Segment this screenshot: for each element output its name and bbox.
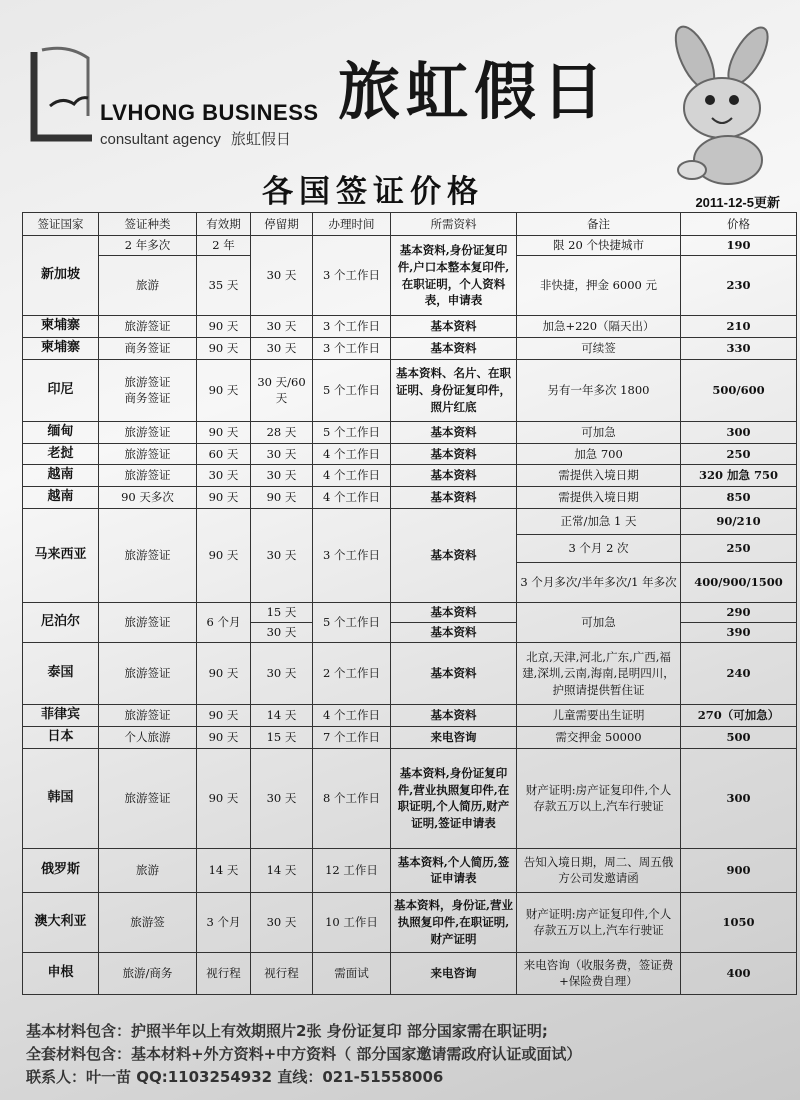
stay-cell: 30 天 bbox=[251, 316, 313, 338]
table-row bbox=[23, 316, 797, 338]
type-cell: 旅游 bbox=[99, 848, 197, 892]
validity-cell: 14 天 bbox=[197, 848, 251, 892]
table-row bbox=[23, 643, 797, 705]
stay-cell: 30 天 bbox=[251, 465, 313, 487]
stay-cell: 15 天 bbox=[251, 726, 313, 748]
note-cell: 限 20 个快捷城市 bbox=[517, 236, 681, 256]
header-stay: 停留期 bbox=[251, 213, 313, 236]
header-country: 签证国家 bbox=[23, 213, 99, 236]
note-cell: 3 个月 2 次 bbox=[517, 535, 681, 563]
time-cell: 8 个工作日 bbox=[313, 748, 391, 848]
price-cell: 900 bbox=[681, 848, 797, 892]
note-cell: 来电咨询（收服务费，签证费+保险费自理） bbox=[517, 952, 681, 994]
time-cell: 7 个工作日 bbox=[313, 726, 391, 748]
price-cell: 850 bbox=[681, 487, 797, 509]
validity-cell: 90 天 bbox=[197, 421, 251, 443]
type-cell: 旅游签证 bbox=[99, 443, 197, 465]
country-cell: 柬埔寨 bbox=[23, 316, 99, 338]
note-cell: 加急 700 bbox=[517, 443, 681, 465]
stay-cell: 30 天 bbox=[251, 337, 313, 359]
validity-cell: 6 个月 bbox=[197, 603, 251, 643]
price-cell: 300 bbox=[681, 421, 797, 443]
note-cell: 儿童需要出生证明 bbox=[517, 705, 681, 727]
price-cell: 250 bbox=[681, 535, 797, 563]
stay-cell: 30 天 bbox=[251, 623, 313, 643]
note-cell: 需提供入境日期 bbox=[517, 465, 681, 487]
update-date: 2011-12-5更新 bbox=[695, 195, 780, 210]
stay-cell: 30 天/60 天 bbox=[251, 359, 313, 421]
stay-cell: 30 天 bbox=[251, 509, 313, 603]
brand-title: 旅虹假日 bbox=[338, 55, 611, 128]
price-cell: 240 bbox=[681, 643, 797, 705]
brand-name-en: LVHONG BUSINESS bbox=[100, 100, 319, 125]
type-cell: 旅游签证 bbox=[99, 509, 197, 603]
header-validity: 有效期 bbox=[197, 213, 251, 236]
type-cell: 旅游签证 bbox=[99, 603, 197, 643]
type-cell: 旅游签证 bbox=[99, 465, 197, 487]
note-cell: 加急+220（隔天出） bbox=[517, 316, 681, 338]
table-row bbox=[23, 603, 797, 623]
materials-cell: 基本资料,身份证复印件,营业执照复印件,在职证明,个人简历,财产证明,签证申请表 bbox=[391, 748, 517, 848]
footer-contact: 联系人：叶一苗 QQ:1103254932 直线：021-51558006 bbox=[26, 1068, 444, 1086]
price-cell: 1050 bbox=[681, 892, 797, 952]
country-cell: 尼泊尔 bbox=[23, 603, 99, 643]
type-cell: 旅游签证 bbox=[99, 316, 197, 338]
table-row bbox=[23, 487, 797, 509]
price-cell: 330 bbox=[681, 337, 797, 359]
validity-cell: 90 天 bbox=[197, 359, 251, 421]
country-cell: 新加坡 bbox=[23, 236, 99, 316]
materials-cell: 基本资料,身份证复印件,户口本整本复印件,在职证明，个人资料表，申请表 bbox=[391, 236, 517, 316]
validity-cell: 90 天 bbox=[197, 643, 251, 705]
table-row bbox=[23, 726, 797, 748]
validity-cell: 90 天 bbox=[197, 316, 251, 338]
brand-tagline: consultant agency 旅虹假日 bbox=[100, 131, 291, 148]
price-cell: 400 bbox=[681, 952, 797, 994]
price-cell: 300 bbox=[681, 748, 797, 848]
type-cell: 旅游签证 商务签证 bbox=[99, 359, 197, 421]
price-cell: 190 bbox=[681, 236, 797, 256]
footer-full-materials: 全套材料包含：基本材料+外方资料+中方资料（ 部分国家邀请需政府认证或面试） bbox=[26, 1045, 582, 1063]
materials-cell: 基本资料,个人简历,签证申请表 bbox=[391, 848, 517, 892]
materials-cell: 基本资料 bbox=[391, 337, 517, 359]
validity-cell: 3 个月 bbox=[197, 892, 251, 952]
table-row bbox=[23, 421, 797, 443]
header-processing-time: 办理时间 bbox=[313, 213, 391, 236]
note-cell: 北京,天津,河北,广东,广西,福建,深圳,云南,海南,昆明四川，护照请提供暂住证 bbox=[517, 643, 681, 705]
footer-basic-materials: 基本材料包含：护照半年以上有效期照片2张 身份证复印 部分国家需在职证明; bbox=[26, 1022, 548, 1040]
price-cell: 290 bbox=[681, 603, 797, 623]
materials-cell: 基本资料，身份证,营业执照复印件,在职证明,财产证明 bbox=[391, 892, 517, 952]
price-cell: 320 加急 750 bbox=[681, 465, 797, 487]
price-cell: 90/210 bbox=[681, 509, 797, 535]
time-cell: 3 个工作日 bbox=[313, 509, 391, 603]
type-cell: 旅游签证 bbox=[99, 643, 197, 705]
note-cell: 需交押金 50000 bbox=[517, 726, 681, 748]
type-cell: 旅游 bbox=[99, 256, 197, 316]
price-cell: 270（可加急） bbox=[681, 705, 797, 727]
time-cell: 12 工作日 bbox=[313, 848, 391, 892]
type-cell: 旅游签证 bbox=[99, 421, 197, 443]
stay-cell: 30 天 bbox=[251, 748, 313, 848]
country-cell: 泰国 bbox=[23, 643, 99, 705]
type-cell: 个人旅游 bbox=[99, 726, 197, 748]
country-cell: 越南 bbox=[23, 465, 99, 487]
materials-cell: 基本资料 bbox=[391, 603, 517, 623]
table-row bbox=[23, 465, 797, 487]
materials-cell: 基本资料 bbox=[391, 316, 517, 338]
type-cell: 旅游签证 bbox=[99, 748, 197, 848]
page-subtitle: 各国签证价格 bbox=[262, 174, 484, 210]
logo-mark-icon bbox=[28, 46, 98, 146]
validity-cell: 视行程 bbox=[197, 952, 251, 994]
time-cell: 4 个工作日 bbox=[313, 443, 391, 465]
time-cell: 5 个工作日 bbox=[313, 359, 391, 421]
time-cell: 5 个工作日 bbox=[313, 603, 391, 643]
type-cell: 旅游签证 bbox=[99, 705, 197, 727]
time-cell: 5 个工作日 bbox=[313, 421, 391, 443]
validity-cell: 90 天 bbox=[197, 748, 251, 848]
materials-cell: 基本资料、名片、在职证明、身份证复印件，照片红底 bbox=[391, 359, 517, 421]
company-logo bbox=[22, 40, 322, 160]
table-row bbox=[23, 705, 797, 727]
materials-cell: 基本资料 bbox=[391, 465, 517, 487]
stay-cell: 30 天 bbox=[251, 643, 313, 705]
stay-cell: 30 天 bbox=[251, 236, 313, 316]
validity-cell: 35 天 bbox=[197, 256, 251, 316]
rabbit-mascot-icon bbox=[640, 20, 790, 190]
materials-cell: 基本资料 bbox=[391, 443, 517, 465]
time-cell: 需面试 bbox=[313, 952, 391, 994]
footer-info bbox=[26, 1020, 581, 1089]
materials-cell: 基本资料 bbox=[391, 623, 517, 643]
price-cell: 210 bbox=[681, 316, 797, 338]
table-row bbox=[23, 892, 797, 952]
table-row bbox=[23, 359, 797, 421]
note-cell: 财产证明:房产证复印件,个人存款五万以上,汽车行驶证 bbox=[517, 748, 681, 848]
header-materials: 所需资料 bbox=[391, 213, 517, 236]
note-cell: 可加急 bbox=[517, 603, 681, 643]
validity-cell: 90 天 bbox=[197, 487, 251, 509]
table-row bbox=[23, 337, 797, 359]
header-visa-type: 签证种类 bbox=[99, 213, 197, 236]
stay-cell: 90 天 bbox=[251, 487, 313, 509]
price-cell: 230 bbox=[681, 256, 797, 316]
note-cell: 3 个月多次/半年多次/1 年多次 bbox=[517, 563, 681, 603]
materials-cell: 基本资料 bbox=[391, 509, 517, 603]
validity-cell: 90 天 bbox=[197, 337, 251, 359]
validity-cell: 30 天 bbox=[197, 465, 251, 487]
price-cell: 500/600 bbox=[681, 359, 797, 421]
time-cell: 4 个工作日 bbox=[313, 465, 391, 487]
country-cell: 老挝 bbox=[23, 443, 99, 465]
price-cell: 500 bbox=[681, 726, 797, 748]
header-notes: 备注 bbox=[517, 213, 681, 236]
note-cell: 另有一年多次 1800 bbox=[517, 359, 681, 421]
country-cell: 韩国 bbox=[23, 748, 99, 848]
materials-cell: 来电咨询 bbox=[391, 726, 517, 748]
validity-cell: 90 天 bbox=[197, 726, 251, 748]
country-cell: 申根 bbox=[23, 952, 99, 994]
table-header-row bbox=[23, 213, 797, 236]
note-cell: 财产证明:房产证复印件,个人存款五万以上,汽车行驶证 bbox=[517, 892, 681, 952]
price-cell: 400/900/1500 bbox=[681, 563, 797, 603]
stay-cell: 14 天 bbox=[251, 705, 313, 727]
note-cell: 告知入境日期，周二、周五俄方公司发邀请函 bbox=[517, 848, 681, 892]
type-cell: 商务签证 bbox=[99, 337, 197, 359]
stay-cell: 30 天 bbox=[251, 892, 313, 952]
table-row bbox=[23, 748, 797, 848]
country-cell: 澳大利亚 bbox=[23, 892, 99, 952]
time-cell: 3 个工作日 bbox=[313, 316, 391, 338]
country-cell: 缅甸 bbox=[23, 421, 99, 443]
country-cell: 日本 bbox=[23, 726, 99, 748]
price-cell: 250 bbox=[681, 443, 797, 465]
country-cell: 俄罗斯 bbox=[23, 848, 99, 892]
stay-cell: 30 天 bbox=[251, 443, 313, 465]
time-cell: 2 个工作日 bbox=[313, 643, 391, 705]
type-cell: 90 天多次 bbox=[99, 487, 197, 509]
validity-cell: 90 天 bbox=[197, 705, 251, 727]
time-cell: 4 个工作日 bbox=[313, 487, 391, 509]
country-cell: 柬埔寨 bbox=[23, 337, 99, 359]
time-cell: 3 个工作日 bbox=[313, 236, 391, 316]
stay-cell: 视行程 bbox=[251, 952, 313, 994]
validity-cell: 60 天 bbox=[197, 443, 251, 465]
table-row bbox=[23, 848, 797, 892]
price-cell: 390 bbox=[681, 623, 797, 643]
stay-cell: 15 天 bbox=[251, 603, 313, 623]
materials-cell: 来电咨询 bbox=[391, 952, 517, 994]
visa-price-table bbox=[22, 212, 797, 995]
table-row bbox=[23, 236, 797, 256]
type-cell: 旅游/商务 bbox=[99, 952, 197, 994]
table-row bbox=[23, 952, 797, 994]
type-cell: 2 年多次 bbox=[99, 236, 197, 256]
country-cell: 越南 bbox=[23, 487, 99, 509]
validity-cell: 2 年 bbox=[197, 236, 251, 256]
country-cell: 印尼 bbox=[23, 359, 99, 421]
note-cell: 可加急 bbox=[517, 421, 681, 443]
time-cell: 4 个工作日 bbox=[313, 705, 391, 727]
stay-cell: 14 天 bbox=[251, 848, 313, 892]
country-cell: 马来西亚 bbox=[23, 509, 99, 603]
table-row bbox=[23, 443, 797, 465]
country-cell: 菲律宾 bbox=[23, 705, 99, 727]
note-cell: 可续签 bbox=[517, 337, 681, 359]
materials-cell: 基本资料 bbox=[391, 421, 517, 443]
stay-cell: 28 天 bbox=[251, 421, 313, 443]
note-cell: 非快捷，押金 6000 元 bbox=[517, 256, 681, 316]
note-cell: 需提供入境日期 bbox=[517, 487, 681, 509]
materials-cell: 基本资料 bbox=[391, 643, 517, 705]
note-cell: 正常/加急 1 天 bbox=[517, 509, 681, 535]
time-cell: 3 个工作日 bbox=[313, 337, 391, 359]
type-cell: 旅游签 bbox=[99, 892, 197, 952]
header-price: 价格 bbox=[681, 213, 797, 236]
materials-cell: 基本资料 bbox=[391, 705, 517, 727]
table-row bbox=[23, 509, 797, 535]
time-cell: 10 工作日 bbox=[313, 892, 391, 952]
materials-cell: 基本资料 bbox=[391, 487, 517, 509]
validity-cell: 90 天 bbox=[197, 509, 251, 603]
